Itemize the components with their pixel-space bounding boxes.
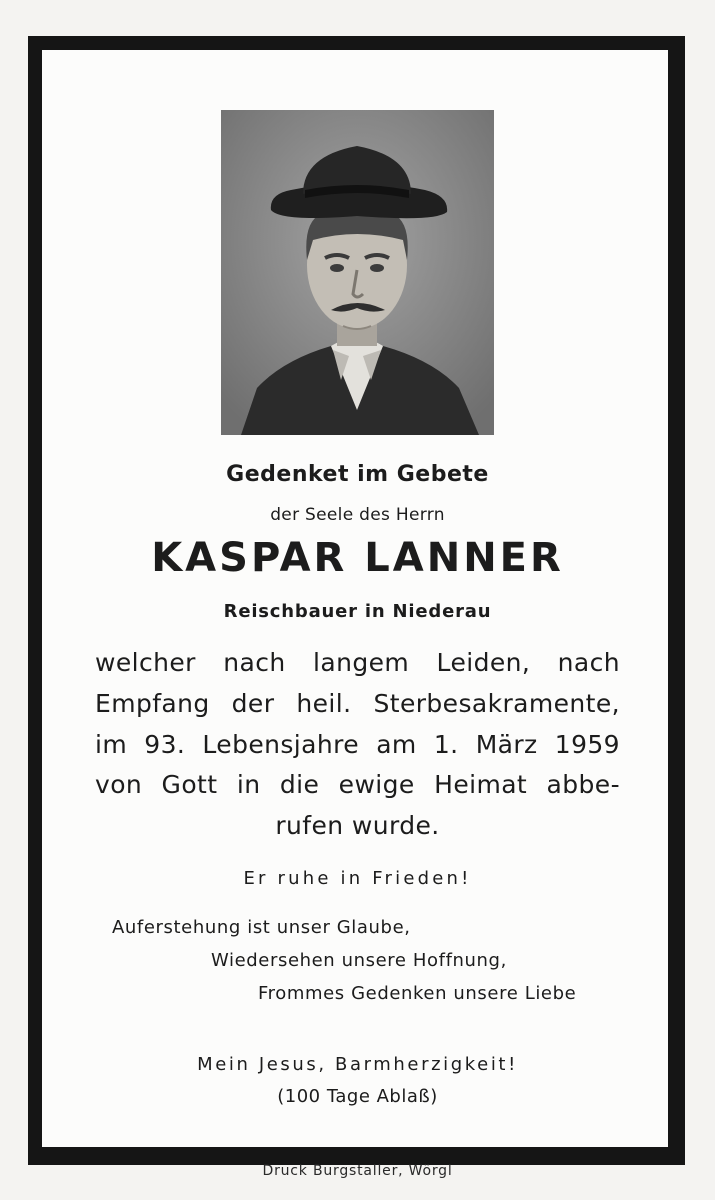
obituary-line: rufen wurde.	[275, 811, 440, 840]
printer-imprint: Druck Burgstaller, Wörgl	[262, 1163, 453, 1179]
obituary-line: Empfang der heil. Sterbesakramente,	[95, 689, 620, 718]
obituary-line: im 93. Lebensjahre am 1. März 1959	[95, 730, 620, 759]
obituary-line: von Gott in die ewige Heimat abbe-	[95, 770, 620, 799]
indulgence-text: (100 Tage Ablaß)	[277, 1086, 438, 1107]
deceased-occupation: Reischbauer in Niederau	[223, 601, 492, 622]
motto-line: Auferstehung ist unser Glaube,	[112, 917, 411, 938]
prayer-text: Mein Jesus, Barmherzigkeit!	[197, 1054, 518, 1075]
portrait-photo	[221, 110, 494, 435]
memorial-subheading: der Seele des Herrn	[270, 505, 445, 525]
rest-in-peace-text: Er ruhe in Frieden!	[243, 868, 472, 889]
deceased-name: KASPAR LANNER	[151, 535, 564, 581]
motto-line: Frommes Gedenken unsere Liebe	[258, 983, 577, 1004]
motto-line: Wiedersehen unsere Hoffnung,	[211, 950, 507, 971]
memorial-heading: Gedenket im Gebete	[226, 462, 489, 487]
obituary-line: welcher nach langem Leiden, nach	[95, 648, 620, 677]
